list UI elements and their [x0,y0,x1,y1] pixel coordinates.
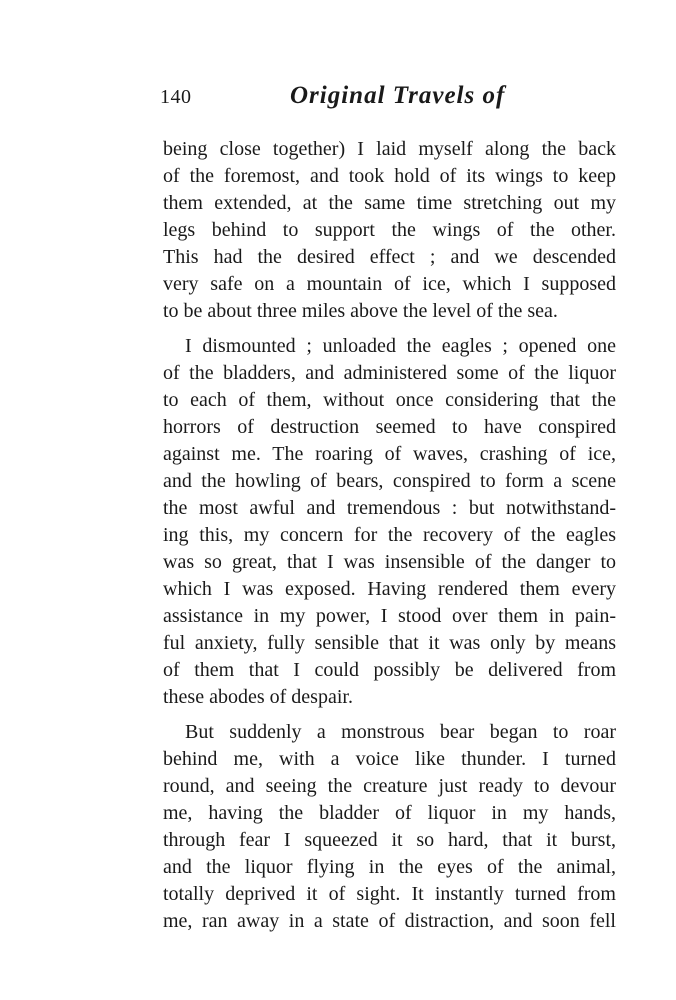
paragraph [163,333,616,711]
text-line: was so great, that I was insensible of the danger to [163,551,616,573]
text-line: ing this, my concern for the recovery of the eagles [163,524,616,546]
text-line: legs behind to support the wings of the other. [163,219,616,241]
text-line: against me. The roaring of waves, crashing of ice, [163,443,616,465]
text-line: round, and seeing the creature just ready to devour [163,775,616,797]
text-line: of the foremost, and took hold of its wings to keep [163,165,616,187]
text-line: ful anxiety, fully sensible that it was only by means [163,632,616,654]
text-line: I dismounted ; unloaded the eagles ; opened one [185,335,616,357]
text-line: of the bladders, and administered some of the liquor [163,362,616,384]
text-line: them extended, at the same time stretching out my [163,192,616,214]
text-line: and the liquor flying in the eyes of the animal, [163,856,616,878]
text-line: very safe on a mountain of ice, which I supposed [163,273,616,295]
text-line: horrors of destruction seemed to have conspired [163,416,616,438]
text-line: This had the desired effect ; and we descended [163,246,616,268]
text-line: to each of them, without once considering that the [163,389,616,411]
text-line: through fear I squeezed it so hard, that it burst, [163,829,616,851]
page-number: 140 [160,86,192,108]
running-title: Original Travels of [290,82,506,109]
text-line: to be about three miles above the level of the sea. [163,300,558,322]
body-text [163,136,616,935]
text-line: these abodes of despair. [163,686,353,708]
text-line: assistance in my power, I stood over them in pain- [163,605,616,627]
paragraph [163,719,616,935]
text-line: which I was exposed. Having rendered them every [163,578,616,600]
text-line: and the howling of bears, conspired to form a scene [163,470,616,492]
text-line: totally deprived it of sight. It instantly turned from [163,883,616,905]
text-line: of them that I could possibly be delivered from [163,659,616,681]
text-line: the most awful and tremendous : but notwithstand- [163,497,616,519]
text-line: me, having the bladder of liquor in my hands, [163,802,616,824]
text-line: behind me, with a voice like thunder. I turned [163,748,616,770]
running-head [160,82,616,122]
text-line: me, ran away in a state of distraction, and soon fell [163,910,616,932]
text-line: But suddenly a monstrous bear began to roar [185,721,616,743]
text-line: being close together) I laid myself along the back [163,138,616,160]
paragraph [163,136,616,325]
